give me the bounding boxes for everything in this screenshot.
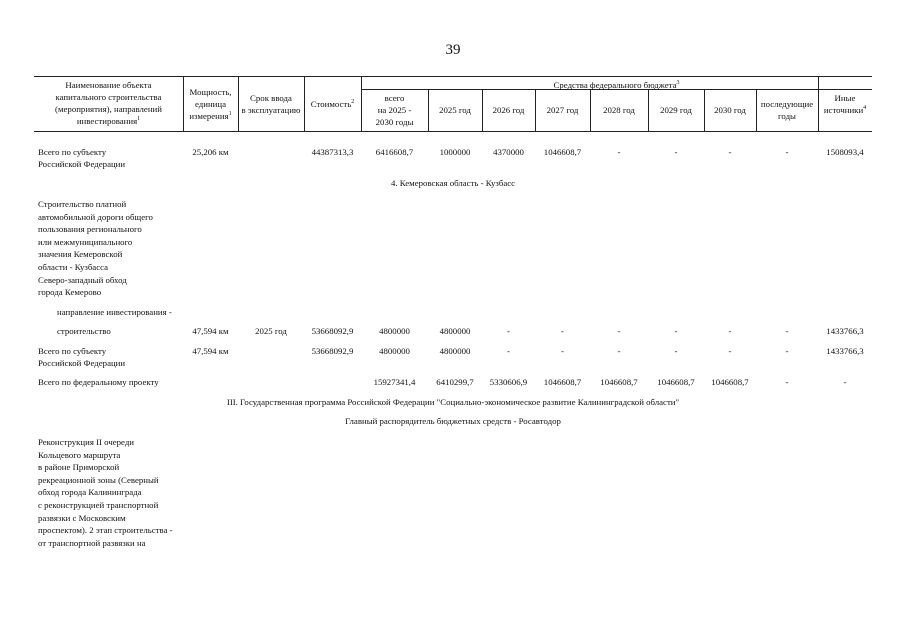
row3-2026: - [507, 346, 510, 356]
row4-2025: 6410299,7 [436, 377, 474, 387]
row3-2027: - [561, 346, 564, 356]
page-number: 39 [445, 42, 461, 58]
row2-name: строительство [57, 326, 111, 336]
row4-next: - [785, 377, 789, 387]
row3-2029: - [674, 346, 678, 356]
row2-2025: 4800000 [439, 326, 471, 336]
kemerovo-object-name: Строительство платной автомобильной дороги общего пользования регионального или межмуниципального значения Кемеровской области - Кузбасса Северо-западный обход города Кемерово [38, 199, 153, 298]
header-2027: 2027 год [546, 105, 579, 115]
row1-2030: - [728, 147, 732, 157]
row2-2028: - [617, 326, 621, 336]
kaliningrad-object-name: Реконструкция II очереди Кольцевого маршрута в районе Приморской рекреационной зоны (Северный обход города Калининграда с реконструкцией транспортной развязки с Московским проспектом). 2 этап строительства - от транспортной развязки на [38, 437, 173, 548]
header-2025: 2025 год [439, 105, 471, 115]
header-2029: 2029 год [660, 105, 692, 115]
row1-next: - [785, 147, 789, 157]
row4-total: 15927341,4 [373, 377, 416, 387]
row1-2025: 1000000 [439, 147, 471, 157]
row3-capacity: 47,594 км [192, 346, 229, 356]
row4-2029: 1046608,7 [657, 377, 695, 387]
row1-2026: 4370000 [493, 147, 524, 157]
row1-2029: - [674, 147, 678, 157]
header-other-sources: Иные источники$^4$ [823, 93, 867, 115]
row3-2025: 4800000 [439, 346, 471, 356]
row4-2028: 1046608,7 [600, 377, 638, 387]
header-2030: 2030 год [714, 105, 746, 115]
row3-name: Всего по субъекту Российской Федерации [38, 346, 126, 368]
row2-2030: - [728, 326, 732, 336]
row2-2029: - [674, 326, 678, 336]
header-2026: 2026 год [492, 105, 525, 115]
administrator-heading: Главный распорядитель бюджетных средств - Росавтодор [345, 416, 561, 426]
row3-next: - [785, 346, 789, 356]
row1-capacity: 25,206 км [192, 147, 229, 157]
row2-other: 1433766,3 [826, 326, 864, 336]
direction-label: направление инвестирования - [57, 307, 172, 317]
row1-2027: 1046608,7 [543, 147, 582, 157]
row2-2027: - [561, 326, 564, 336]
row2-cost: 53668092,9 [311, 326, 354, 336]
row2-commission: 2025 год [255, 326, 287, 336]
program-heading: III. Государственная программа Российской Федерации "Социально-экономическое развитие Калининградской области" [226, 397, 680, 407]
row4-2026: 5330606,9 [489, 377, 528, 387]
row2-capacity: 47,594 км [192, 326, 229, 336]
header-2028: 2028 год [603, 105, 635, 115]
row3-2030: - [728, 346, 732, 356]
row4-2030: 1046608,7 [711, 377, 749, 387]
header-federal-budget: Средства федерального бюджета$^3$ [553, 80, 680, 90]
row4-2027: 1046608,7 [543, 377, 582, 387]
row3-total: 4800000 [379, 346, 410, 356]
header-total: всего на 2025 - 2030 годы [375, 93, 414, 127]
header-next-years: последующие годы [760, 99, 814, 121]
row3-2028: - [617, 346, 621, 356]
header-top-rule [34, 76, 872, 77]
header-bottom-rule [34, 131, 872, 132]
header-commission: Срок ввода в эксплуатацию [241, 93, 301, 115]
row2-total: 4800000 [379, 326, 410, 336]
row4-other: - [843, 377, 847, 387]
header-name: Наименование объекта капитального строительства (мероприятия), направлений инвестирования$^1$ [55, 80, 162, 126]
row3-cost: 53668092,9 [311, 346, 354, 356]
row3-other: 1433766,3 [826, 346, 864, 356]
row2-next: - [785, 326, 789, 336]
section-heading: 4. Кемеровская область - Кузбасс [390, 178, 516, 188]
row1-total: 6416608,7 [375, 147, 414, 157]
row1-cost: 44387313,3 [311, 147, 354, 157]
row1-other: 1508093,4 [826, 147, 864, 157]
row1-name: Всего по субъекту Российской Федерации [38, 147, 126, 169]
header-capacity: Мощность, единица измерения$^1$ [189, 87, 232, 121]
row1-2028: - [617, 147, 621, 157]
row2-2026: - [507, 326, 510, 336]
header-cost: Стоимость$^2$ [310, 99, 355, 109]
row4-name: Всего по федеральному проекту [38, 377, 159, 387]
